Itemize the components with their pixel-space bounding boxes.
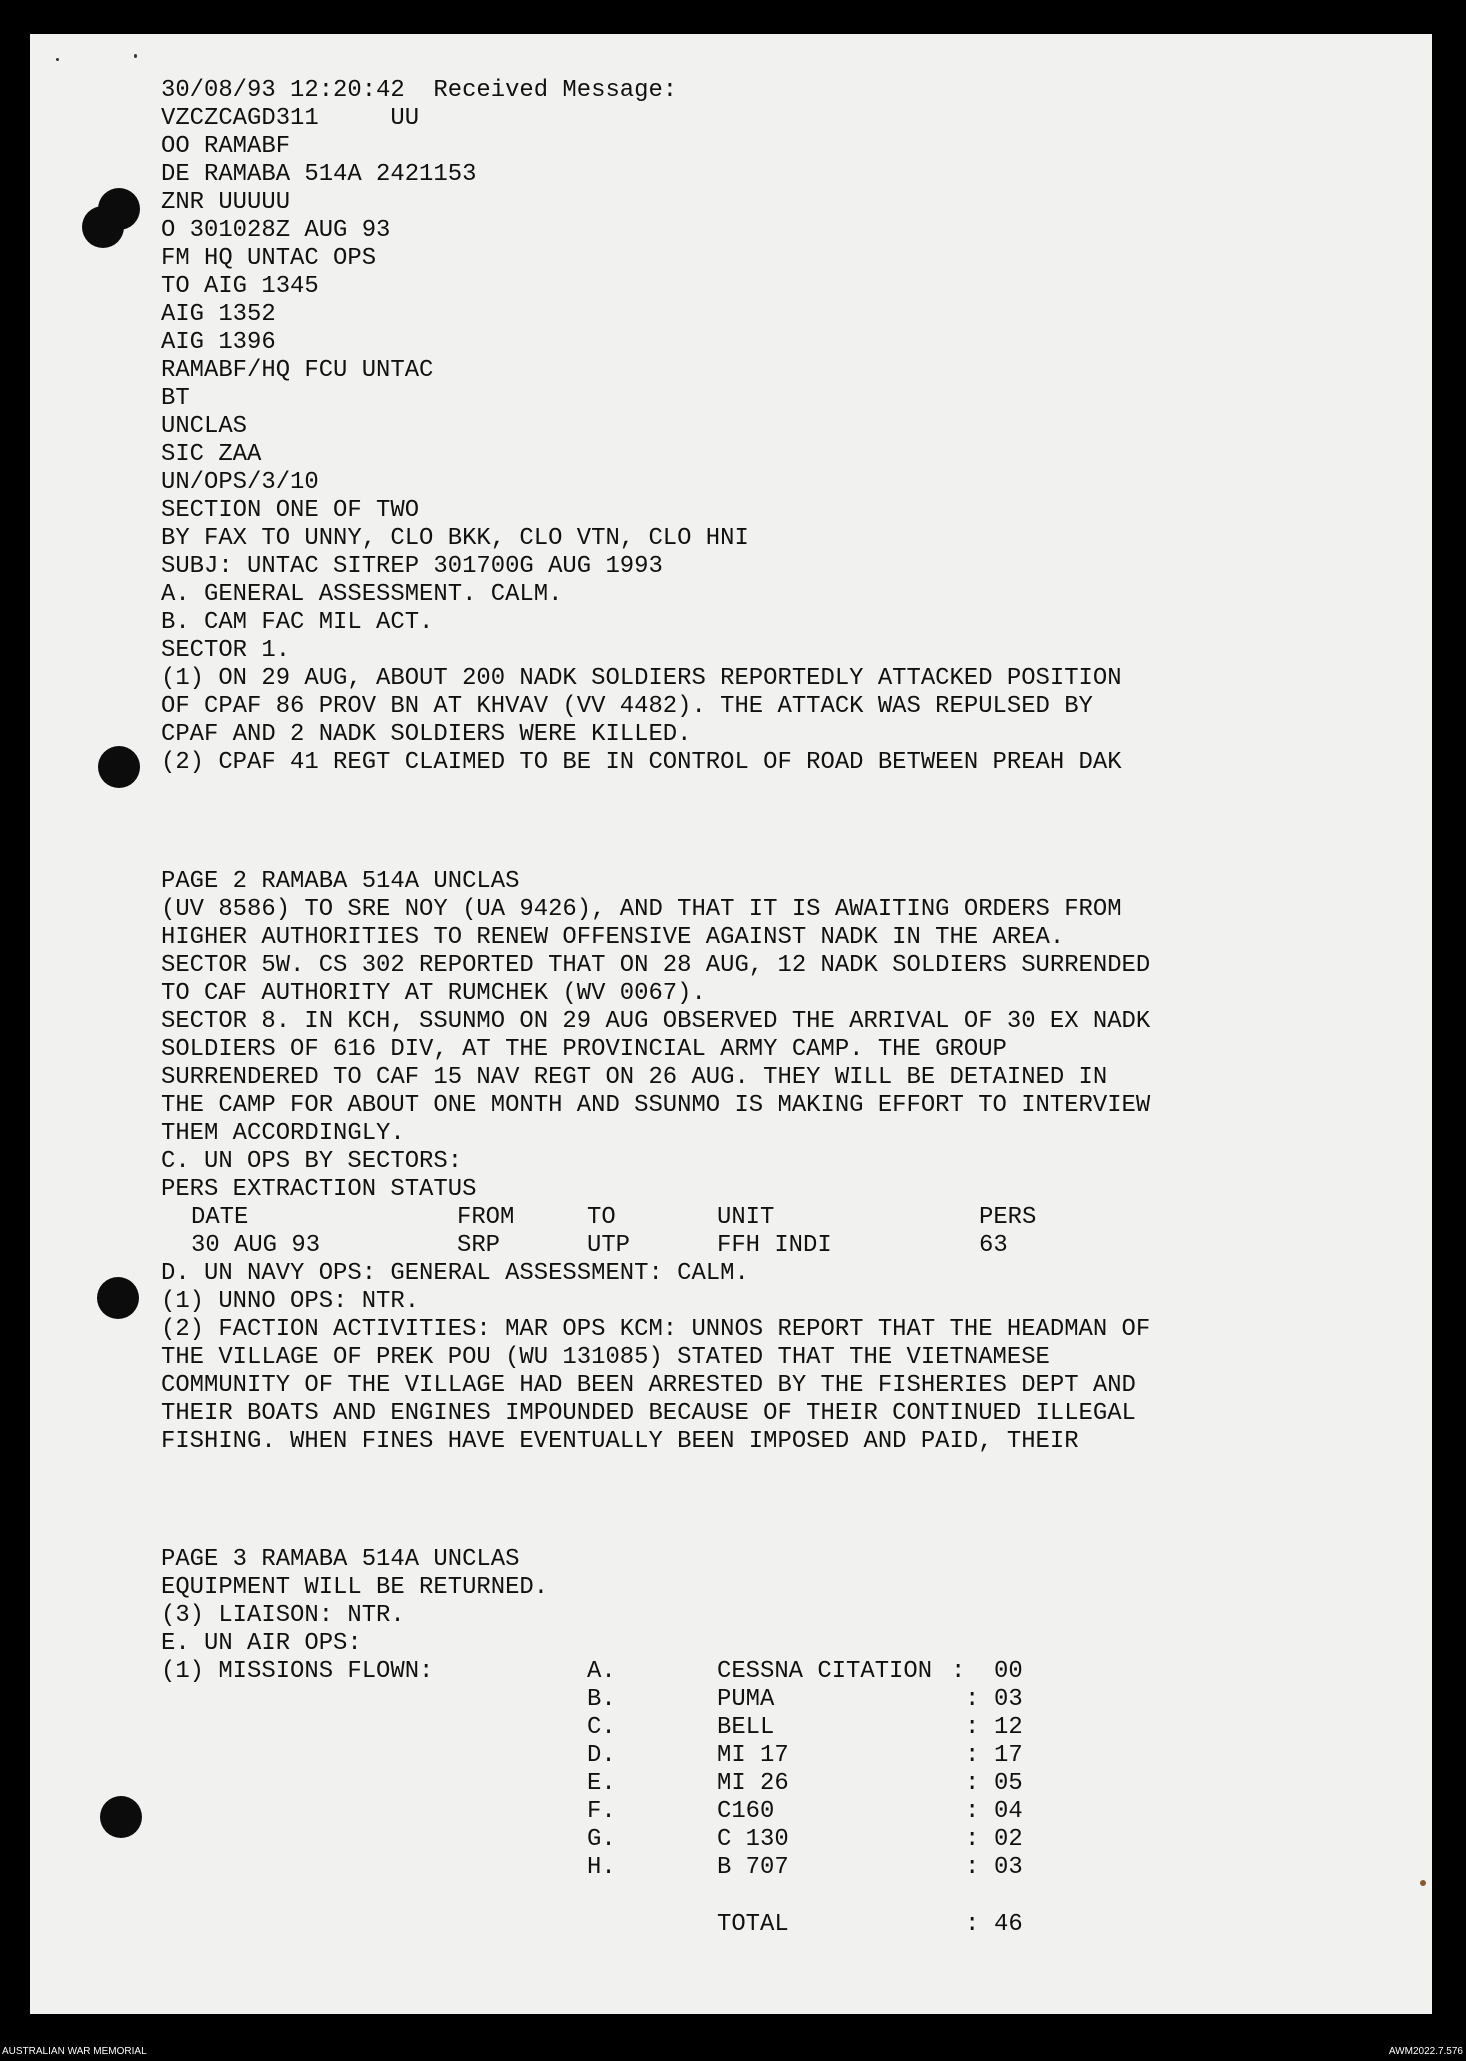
paper-speck (56, 58, 59, 61)
text-line: VZCZCAGD311 UU (161, 105, 420, 132)
text-line: THEIR BOATS AND ENGINES IMPOUNDED BECAUSE OF THEIR CONTINUED ILLEGAL (161, 1400, 1136, 1427)
text-line: (3) LIAISON: NTR. (161, 1602, 405, 1629)
mission-count: 03 (994, 1686, 1023, 1713)
text-line: (1) ON 29 AUG, ABOUT 200 NADK SOLDIERS REPORTEDLY ATTACKED POSITION (161, 665, 1122, 692)
text-line: SIC ZAA (161, 441, 262, 468)
table-header-date: DATE (191, 1204, 249, 1231)
mission-letter: D. (587, 1742, 616, 1769)
mission-letter: F. (587, 1798, 616, 1825)
mission-colon: : (965, 1686, 980, 1713)
text-line: THE CAMP FOR ABOUT ONE MONTH AND SSUNMO IS MAKING EFFORT TO INTERVIEW (161, 1092, 1151, 1119)
text-line: SECTOR 1. (161, 637, 291, 664)
mission-aircraft: PUMA (717, 1686, 775, 1713)
text-line: E. UN AIR OPS: (161, 1630, 362, 1657)
mission-aircraft: BELL (717, 1714, 775, 1741)
mission-aircraft: MI 26 (717, 1770, 789, 1797)
table-cell-pers: 63 (979, 1232, 1008, 1259)
text-line: (UV 8586) TO SRE NOY (UA 9426), AND THAT IT IS AWAITING ORDERS FROM (161, 896, 1122, 923)
mission-count: 02 (994, 1826, 1023, 1853)
text-line: THEM ACCORDINGLY. (161, 1120, 405, 1147)
mission-aircraft: C 130 (717, 1826, 789, 1853)
missions-total-colon: : (965, 1911, 980, 1938)
missions-label: (1) MISSIONS FLOWN: (161, 1658, 434, 1685)
text-line: ZNR UUUUU (161, 189, 291, 216)
text-line: UNCLAS (161, 413, 248, 440)
table-cell-date: 30 AUG 93 (191, 1232, 321, 1259)
table-header-to: TO (587, 1204, 616, 1231)
text-line: OO RAMABF (161, 133, 291, 160)
paper-speck (134, 54, 137, 58)
page-header: PAGE 3 RAMABA 514A UNCLAS (161, 1546, 520, 1573)
mission-colon: : (965, 1826, 980, 1853)
text-line: SOLDIERS OF 616 DIV, AT THE PROVINCIAL ARMY CAMP. THE GROUP (161, 1036, 1007, 1063)
text-line: THE VILLAGE OF PREK POU (WU 131085) STATED THAT THE VIETNAMESE (161, 1344, 1050, 1371)
text-line: SECTOR 8. IN KCH, SSUNMO ON 29 AUG OBSERVED THE ARRIVAL OF 30 EX NADK (161, 1008, 1151, 1035)
text-line: C. UN OPS BY SECTORS: (161, 1148, 463, 1175)
mission-count: 05 (994, 1770, 1023, 1797)
punch-hole (82, 206, 124, 248)
table-cell-to: UTP (587, 1232, 631, 1259)
text-line: DE RAMABA 514A 2421153 (161, 161, 477, 188)
text-line: 30/08/93 12:20:42 Received Message: (161, 77, 678, 104)
paper-speck (1420, 1880, 1426, 1886)
text-line: A. GENERAL ASSESSMENT. CALM. (161, 581, 563, 608)
mission-colon: : (965, 1798, 980, 1825)
text-line: COMMUNITY OF THE VILLAGE HAD BEEN ARRESTED BY THE FISHERIES DEPT AND (161, 1372, 1136, 1399)
mission-colon: : (951, 1658, 966, 1685)
text-line: AIG 1396 (161, 329, 276, 356)
text-line: SUBJ: UNTAC SITREP 301700G AUG 1993 (161, 553, 663, 580)
text-line: SURRENDERED TO CAF 15 NAV REGT ON 26 AUG. THEY WILL BE DETAINED IN (161, 1064, 1108, 1091)
mission-count: 17 (994, 1742, 1023, 1769)
table-header-unit: UNIT (717, 1204, 775, 1231)
mission-count: 04 (994, 1798, 1023, 1825)
text-line: HIGHER AUTHORITIES TO RENEW OFFENSIVE AGAINST NADK IN THE AREA. (161, 924, 1065, 951)
mission-count: 12 (994, 1714, 1023, 1741)
text-line: TO CAF AUTHORITY AT RUMCHEK (WV 0067). (161, 980, 706, 1007)
mission-count: 03 (994, 1854, 1023, 1881)
mission-letter: A. (587, 1658, 616, 1685)
text-line: CPAF AND 2 NADK SOLDIERS WERE KILLED. (161, 721, 692, 748)
text-line: TO AIG 1345 (161, 273, 319, 300)
text-line: (1) UNNO OPS: NTR. (161, 1288, 420, 1315)
text-line: (2) FACTION ACTIVITIES: MAR OPS KCM: UNNOS REPORT THAT THE HEADMAN OF (161, 1316, 1151, 1343)
text-line: FISHING. WHEN FINES HAVE EVENTUALLY BEEN IMPOSED AND PAID, THEIR (161, 1428, 1079, 1455)
mission-letter: E. (587, 1770, 616, 1797)
mission-colon: : (965, 1854, 980, 1881)
footer-accession-number: AWM2022.7.576 (1388, 2046, 1463, 2057)
text-line: (2) CPAF 41 REGT CLAIMED TO BE IN CONTROL OF ROAD BETWEEN PREAH DAK (161, 749, 1122, 776)
text-line: SECTION ONE OF TWO (161, 497, 420, 524)
text-line: PERS EXTRACTION STATUS (161, 1176, 477, 1203)
text-line: SECTOR 5W. CS 302 REPORTED THAT ON 28 AUG, 12 NADK SOLDIERS SURRENDED (161, 952, 1151, 979)
punch-hole (98, 746, 140, 788)
mission-letter: B. (587, 1686, 616, 1713)
mission-colon: : (965, 1742, 980, 1769)
mission-aircraft: B 707 (717, 1854, 789, 1881)
mission-letter: C. (587, 1714, 616, 1741)
page-header: PAGE 2 RAMABA 514A UNCLAS (161, 868, 520, 895)
table-cell-unit: FFH INDI (717, 1232, 832, 1259)
text-line: B. CAM FAC MIL ACT. (161, 609, 434, 636)
text-line: UN/OPS/3/10 (161, 469, 319, 496)
mission-count: 00 (994, 1658, 1023, 1685)
mission-letter: G. (587, 1826, 616, 1853)
text-line: BT (161, 385, 190, 412)
mission-aircraft: C160 (717, 1798, 775, 1825)
text-line: AIG 1352 (161, 301, 276, 328)
punch-hole (97, 1277, 139, 1319)
mission-aircraft: CESSNA CITATION (717, 1658, 933, 1685)
table-header-from: FROM (457, 1204, 515, 1231)
table-cell-from: SRP (457, 1232, 501, 1259)
text-line: O 301028Z AUG 93 (161, 217, 391, 244)
text-line: EQUIPMENT WILL BE RETURNED. (161, 1574, 549, 1601)
missions-total-value: 46 (994, 1911, 1023, 1938)
text-line: FM HQ UNTAC OPS (161, 245, 377, 272)
text-line: OF CPAF 86 PROV BN AT KHVAV (VV 4482). THE ATTACK WAS REPULSED BY (161, 693, 1093, 720)
mission-letter: H. (587, 1854, 616, 1881)
missions-total-label: TOTAL (717, 1911, 789, 1938)
text-line: BY FAX TO UNNY, CLO BKK, CLO VTN, CLO HNI (161, 525, 749, 552)
text-line: D. UN NAVY OPS: GENERAL ASSESSMENT: CALM. (161, 1260, 749, 1287)
punch-hole (100, 1796, 142, 1838)
mission-aircraft: MI 17 (717, 1742, 789, 1769)
footer-institution: AUSTRALIAN WAR MEMORIAL (2, 2046, 147, 2057)
mission-colon: : (965, 1714, 980, 1741)
table-header-pers: PERS (979, 1204, 1037, 1231)
text-line: RAMABF/HQ FCU UNTAC (161, 357, 434, 384)
mission-colon: : (965, 1770, 980, 1797)
